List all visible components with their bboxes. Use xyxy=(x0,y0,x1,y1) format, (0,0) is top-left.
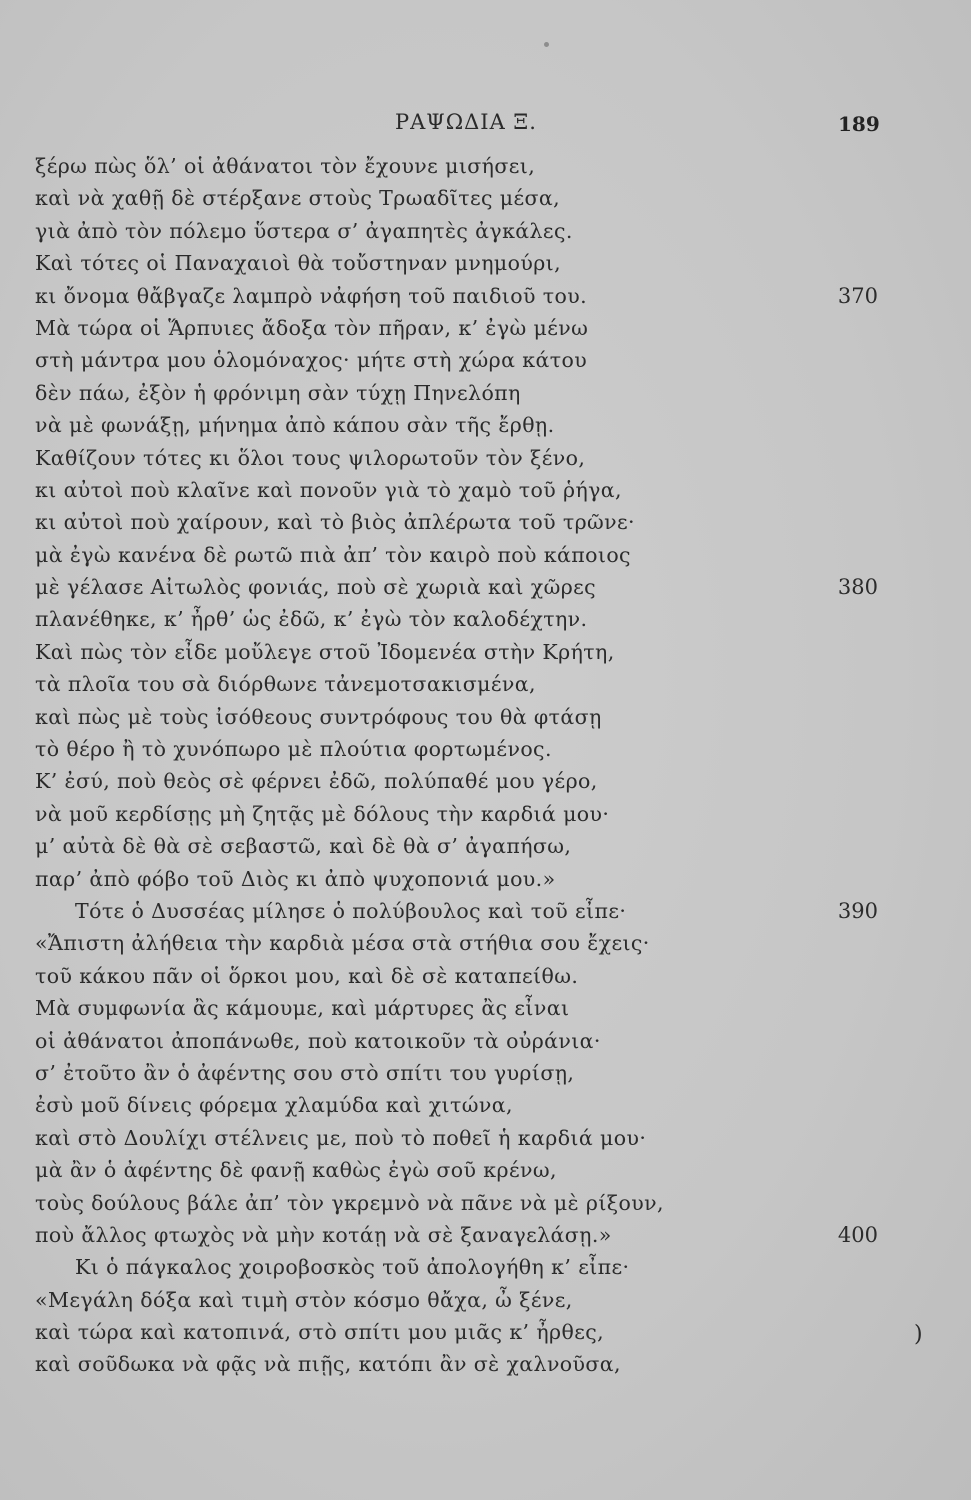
verse-text: κι αὐτοὶ ποὺ κλαῖνε καὶ πονοῦν γιὰ τὸ χαμὸ τοῦ ῥήγα, xyxy=(35,477,622,502)
verse-line xyxy=(0,1251,971,1283)
verse-text: νὰ μοῦ κερδίσῃς μὴ ζητᾷς μὲ δόλους τὴν καρδιά μου· xyxy=(35,801,610,826)
verse-block xyxy=(0,150,971,1381)
verse-text: γιὰ ἀπὸ τὸν πόλεμο ὕστερα σ’ ἀγαπητὲς ἀγκάλες. xyxy=(35,218,573,243)
verse-line xyxy=(0,247,971,279)
verse-text: πλανέθηκε, κ’ ἦρθ’ ὡς ἐδῶ, κ’ ἐγὼ τὸν καλοδέχτην. xyxy=(35,607,588,632)
verse-text: δὲν πάω, ἐξὸν ἡ φρόνιμη σὰν τύχῃ Πηνελόπη xyxy=(35,380,521,405)
verse-text: παρ’ ἀπὸ φόβο τοῦ Διὸς κι ἀπὸ ψυχοπονιά μου.» xyxy=(35,866,556,891)
verse-text: Καὶ πὼς τὸν εἶδε μοὔλεγε στοῦ Ἰδομενέα στὴν Κρήτη, xyxy=(35,639,615,664)
verse-line xyxy=(0,636,971,668)
verse-line xyxy=(0,895,971,927)
verse-text: καὶ νὰ χαθῇ δὲ στέρξανε στοὺς Τρωαδῖτες μέσα, xyxy=(35,186,561,211)
verse-line xyxy=(0,830,971,862)
verse-text: ἐσὺ μοῦ δίνεις φόρεμα χλαμύδα καὶ χιτώνα, xyxy=(35,1093,513,1118)
verse-line xyxy=(0,927,971,959)
verse-text: τοῦ κάκου πᾶν οἱ ὅρκοι μου, καὶ δὲ σὲ καταπείθω. xyxy=(35,963,579,988)
verse-line xyxy=(0,733,971,765)
verse-line xyxy=(0,1187,971,1219)
verse-line xyxy=(0,668,971,700)
verse-text: κι ὄνομα θἄβγαζε λαμπρὸ νἀφήση τοῦ παιδιοῦ του. xyxy=(35,283,588,308)
verse-text: καὶ σοῦδωκα νὰ φᾷς νὰ πιῇς, κατόπι ἂν σὲ χαλνοῦσα, xyxy=(35,1352,621,1377)
verse-line xyxy=(0,765,971,797)
verse-text: ξέρω πὼς ὅλ’ οἱ ἀθάνατοι τὸν ἔχουνε μισήσει, xyxy=(35,154,536,178)
verse-text: καὶ τώρα καὶ κατοπινά, στὸ σπίτι μου μιᾶς κ’ ἦρθες, xyxy=(35,1320,605,1345)
verse-text: Τότε ὁ Δυσσέας μίλησε ὁ πολύβουλος καὶ τοῦ εἶπε· xyxy=(75,898,627,923)
verse-line xyxy=(0,798,971,830)
verse-line xyxy=(0,182,971,214)
verse-text: μ’ αὐτὰ δὲ θὰ σὲ σεβαστῶ, καὶ δὲ θὰ σ’ ἀγαπήσω, xyxy=(35,834,572,859)
verse-line xyxy=(0,442,971,474)
verse-line xyxy=(0,863,971,895)
verse-line xyxy=(0,506,971,538)
verse-line xyxy=(0,603,971,635)
verse-line xyxy=(0,960,971,992)
verse-text: τὰ πλοῖα του σὰ διόρθωνε τἀνεμοτσακισμένα, xyxy=(35,672,536,697)
verse-line xyxy=(0,992,971,1024)
verse-text: τοὺς δούλους βάλε ἀπ’ τὸν γκρεμνὸ νὰ πᾶνε νὰ μὲ ρίξουν, xyxy=(35,1190,664,1215)
verse-text: ποὺ ἄλλος φτωχὸς νὰ μὴν κοτάῃ νὰ σὲ ξαναγελάσῃ.» xyxy=(35,1222,612,1247)
verse-line xyxy=(0,1025,971,1057)
verse-text: στὴ μάντρα μου ὁλομόναχος· μήτε στὴ χώρα κάτου xyxy=(35,348,588,373)
verse-text: κι αὐτοὶ ποὺ χαίρουν, καὶ τὸ βιὸς ἀπλέρωτα τοῦ τρῶνε· xyxy=(35,510,635,535)
line-number: 380 xyxy=(837,575,878,600)
verse-line xyxy=(0,280,971,312)
verse-text: Μὰ συμφωνία ἂς κάμουμε, καὶ μάρτυρες ἂς εἶναι xyxy=(35,996,570,1021)
line-number: 400 xyxy=(837,1222,878,1247)
line-number: 390 xyxy=(837,898,878,923)
verse-text: Κ’ ἐσύ, ποὺ θεὸς σὲ φέρνει ἐδῶ, πολύπαθέ μου γέρο, xyxy=(35,769,598,794)
verse-line xyxy=(0,409,971,441)
verse-text: καὶ στὸ Δουλίχι στέλνεις με, ποὺ τὸ ποθεῖ ἡ καρδιά μου· xyxy=(35,1125,647,1150)
verse-text: Μὰ τώρα οἱ Ἅρπυιες ἄδοξα τὸν πῆραν, κ’ ἐγὼ μένω xyxy=(35,315,589,340)
verse-text: σ’ ἐτοῦτο ἂν ὁ ἀφέντης σου στὸ σπίτι του γυρίσῃ, xyxy=(35,1060,575,1085)
verse-text: οἱ ἀθάνατοι ἀποπάνωθε, ποὺ κατοικοῦν τὰ οὐράνια· xyxy=(35,1028,601,1053)
verse-line xyxy=(0,474,971,506)
page-number: 189 xyxy=(838,112,880,136)
verse-text: Καὶ τότες οἱ Παναχαιοὶ θὰ τοὔστηναν μνημούρι, xyxy=(35,251,562,276)
verse-text: μὰ ἐγὼ κανένα δὲ ρωτῶ πιὰ ἀπ’ τὸν καιρὸ ποὺ κάποιος xyxy=(35,542,631,567)
verse-line xyxy=(0,344,971,376)
verse-line xyxy=(0,1057,971,1089)
verse-line xyxy=(0,1219,971,1251)
ink-speck xyxy=(544,42,549,47)
verse-line xyxy=(0,539,971,571)
verse-line xyxy=(0,1316,971,1348)
verse-text: μὲ γέλασε Αἰτωλὸς φονιάς, ποὺ σὲ χωριὰ καὶ χῶρες xyxy=(35,575,597,600)
verse-line xyxy=(0,1284,971,1316)
verse-line xyxy=(0,1122,971,1154)
verse-line xyxy=(0,215,971,247)
edge-bracket: ) xyxy=(914,1322,923,1347)
verse-text: μὰ ἂν ὁ ἀφέντης δὲ φανῇ καθὼς ἐγὼ σοῦ κρένω, xyxy=(35,1158,557,1183)
verse-line xyxy=(0,571,971,603)
page-header xyxy=(0,108,971,138)
verse-text: νὰ μὲ φωνάξῃ, μήνημα ἀπὸ κάπου σὰν τῆς ἔρθῃ. xyxy=(35,413,555,438)
verse-line xyxy=(0,1348,971,1380)
running-head: ΡΑΨΩΔΙΑ Ξ. xyxy=(395,110,537,134)
verse-text: «Ἄπιστη ἀλήθεια τὴν καρδιὰ μέσα στὰ στήθια σου ἔχεις· xyxy=(35,931,650,956)
verse-text: τὸ θέρο ἢ τὸ χυνόπωρο μὲ πλούτια φορτωμένος. xyxy=(35,737,552,762)
verse-line xyxy=(0,701,971,733)
verse-text: «Μεγάλη δόξα καὶ τιμὴ στὸν κόσμο θἄχα, ὦ ξένε, xyxy=(35,1287,573,1312)
verse-line xyxy=(0,312,971,344)
line-number: 370 xyxy=(837,283,878,308)
verse-text: Καθίζουν τότες κι ὅλοι τους ψιλορωτοῦν τὸν ξένο, xyxy=(35,445,586,470)
verse-line xyxy=(0,1089,971,1121)
verse-text: καὶ πὼς μὲ τοὺς ἰσόθεους συντρόφους του θὰ φτάσῃ xyxy=(35,704,602,729)
verse-text: Κι ὁ πάγκαλος χοιροβοσκὸς τοῦ ἀπολογήθη κ’ εἶπε· xyxy=(75,1255,630,1280)
verse-line xyxy=(0,150,971,182)
verse-line xyxy=(0,1154,971,1186)
verse-line xyxy=(0,377,971,409)
